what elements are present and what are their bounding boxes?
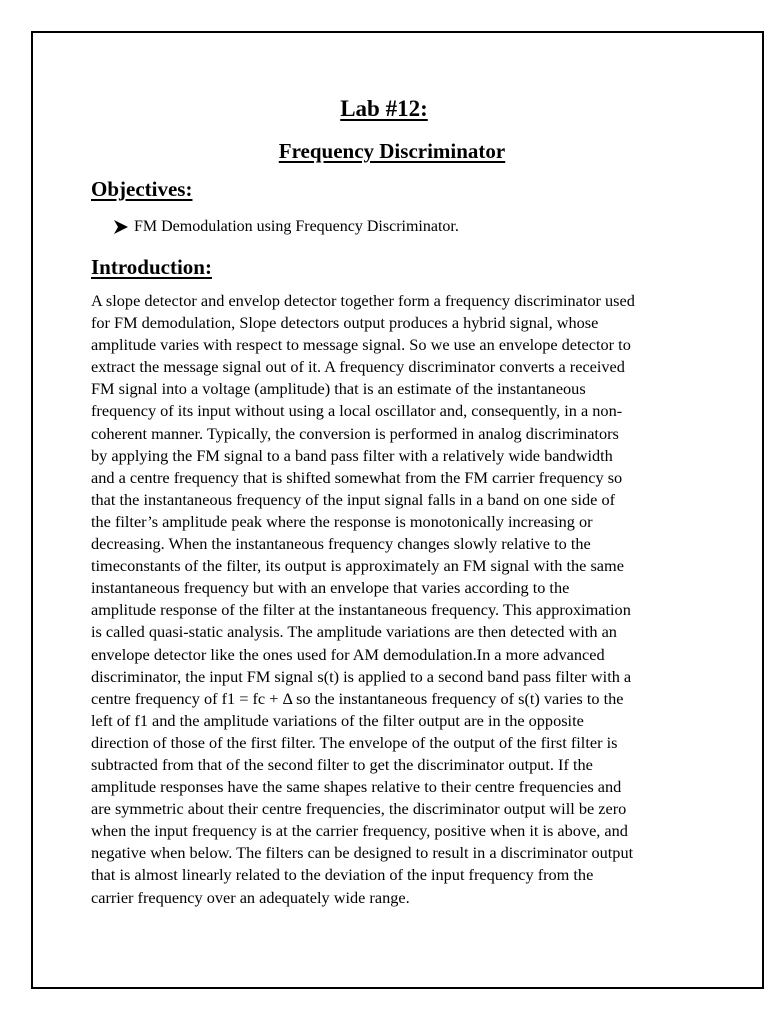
introduction-paragraph (91, 290, 691, 909)
intro-line: by applying the FM signal to a band pass filter with a relatively wide bandwidth (91, 445, 613, 465)
intro-line: extract the message signal out of it. A frequency discriminator converts a received (91, 357, 625, 377)
intro-line: negative when below. The filters can be designed to result in a discriminator output (91, 843, 634, 863)
intro-line: and a centre frequency that is shifted somewhat from the FM carrier frequency so (91, 467, 623, 487)
intro-line: envelope detector like the ones used for AM demodulation.In a more advanced (91, 644, 605, 664)
intro-line: for FM demodulation, Slope detectors output produces a hybrid signal, whose (91, 313, 599, 333)
intro-line: when the input frequency is at the carrier frequency, positive when it is above, and (91, 821, 628, 841)
intro-line: amplitude varies with respect to message signal. So we use an envelope detector to (91, 335, 631, 355)
intro-line: direction of those of the first filter. The envelope of the output of the first filter is (91, 732, 618, 752)
intro-line: discriminator, the input FM signal s(t) is applied to a second band pass filter with a (91, 666, 632, 686)
lab-title: Lab #12: (340, 96, 428, 121)
intro-line: that is almost linearly related to the deviation of the input frequency from the (91, 865, 594, 885)
intro-line: carrier frequency over an adequately wide range. (91, 887, 410, 907)
intro-line: left of f1 and the amplitude variations of the filter output are in the opposite (91, 710, 584, 730)
lab-subtitle: Frequency Discriminator (278, 139, 506, 163)
intro-line: decreasing. When the instantaneous frequency changes slowly relative to the (91, 534, 591, 554)
intro-line: FM signal into a voltage (amplitude) that is an estimate of the instantaneous (91, 379, 586, 399)
intro-line: frequency of its input without using a local oscillator and, consequently, in a non- (91, 401, 623, 421)
intro-line: instantaneous frequency but with an envelope that varies according to the (91, 578, 570, 598)
intro-line: A slope detector and envelop detector together form a frequency discriminator used (91, 291, 635, 310)
intro-line: amplitude response of the filter at the instantaneous frequency. This approximation (91, 600, 631, 620)
arrowhead-bullet-icon (113, 219, 129, 235)
intro-line: subtracted from that of the second filter to get the discriminator output. If the (91, 754, 593, 774)
intro-line: amplitude responses have the same shapes relative to their centre frequencies and (91, 777, 622, 797)
objective-item (113, 215, 459, 239)
objective-text: FM Demodulation using Frequency Discriminator. (134, 218, 459, 235)
intro-line: centre frequency of f1 = fc + Δ so the instantaneous frequency of s(t) varies to the (91, 688, 624, 708)
intro-line: is called quasi-static analysis. The amplitude variations are then detected with an (91, 622, 617, 642)
intro-line: the filter’s amplitude peak where the response is monotonically increasing or (91, 511, 593, 531)
objectives-heading: Objectives: (91, 177, 193, 201)
intro-line: that the instantaneous frequency of the input signal falls in a band on one side of (91, 489, 616, 509)
intro-line: timeconstants of the filter, its output is approximately an FM signal with the same (91, 556, 624, 576)
introduction-heading: Introduction: (91, 255, 212, 279)
intro-line: coherent manner. Typically, the conversion is performed in analog discriminators (91, 423, 619, 443)
intro-line: are symmetric about their centre frequencies, the discriminator output will be zero (91, 799, 627, 819)
